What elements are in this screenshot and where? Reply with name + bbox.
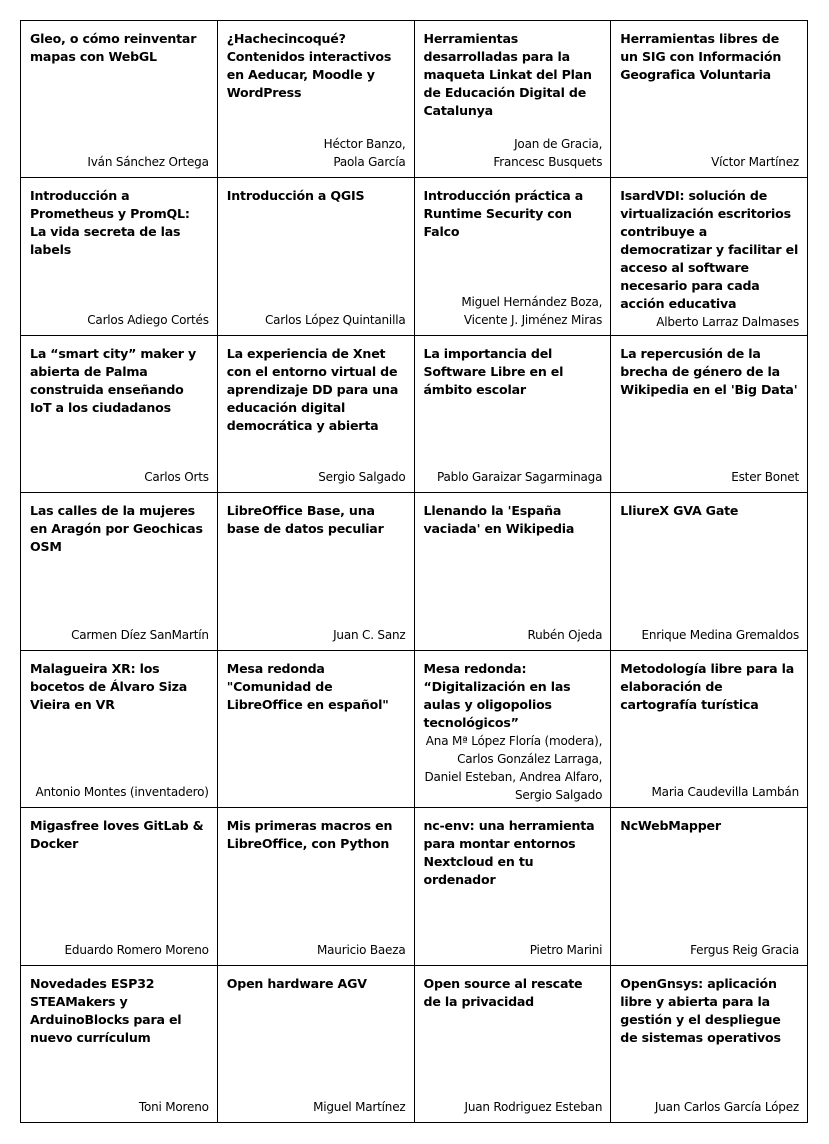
talk-title: Herramientas libres de un SIG con Información Geografica Voluntaria (620, 31, 782, 82)
talk-cell (415, 493, 612, 650)
talk-authors (30, 941, 209, 959)
talk-cell (218, 178, 415, 335)
talk-authors (620, 1098, 799, 1116)
talk-cell (415, 651, 612, 808)
talk-authors (620, 153, 799, 171)
author-line: Víctor Martínez (711, 155, 799, 170)
talk-cell (611, 178, 808, 335)
author-line: Joan de Gracia, (514, 137, 603, 152)
author-line: Paola García (333, 155, 406, 170)
talk-cell (218, 21, 415, 178)
talk-cell (415, 808, 612, 965)
talk-title: Las calles de la mujeres en Aragón por Geochicas OSM (30, 503, 203, 555)
talk-cell (611, 493, 808, 650)
author-line: Alberto Larraz Dalmases (656, 315, 799, 330)
talk-title: Malagueira XR: los bocetos de Álvaro Siza Vieira en VR (30, 660, 188, 712)
author-line: Carlos Orts (144, 470, 209, 485)
author-line: Carlos López Quintanilla (264, 312, 406, 327)
author-line: Ana Mª López Floría (modera), (425, 733, 603, 748)
talk-authors (424, 732, 603, 804)
talk-title: ¿Hachecincoqué? Contenidos interactivos en Aeducar, Moodle y WordPress (226, 31, 392, 100)
talk-cell (21, 178, 218, 335)
talk-cell (415, 966, 612, 1123)
talk-authors (227, 135, 406, 171)
talk-title: Mesa redonda: “Digitalización en las aulas y oligopolios tecnológicos” (423, 660, 571, 730)
talk-title: nc-env: una herramienta para montar entornos Nextcloud en tu ordenador (423, 818, 595, 888)
talk-title: OpenGnsys: aplicación libre y abierta para la gestión y el despliegue de sistemas operativos (620, 975, 781, 1045)
author-line: Sergio Salgado (318, 470, 406, 485)
talk-cell (21, 21, 218, 178)
talk-authors (620, 626, 799, 644)
talk-title: LibreOffice Base, una base de datos peculiar (226, 503, 384, 537)
talk-authors (424, 135, 603, 171)
talk-title: Open hardware AGV (226, 975, 367, 991)
talk-cell (21, 493, 218, 650)
talk-authors (227, 1098, 406, 1116)
author-line: Iván Sánchez Ortega (87, 155, 209, 170)
talk-title: Metodología libre para la elaboración de cartografía turística (620, 660, 795, 712)
talk-title: Novedades ESP32 STEAMakers y ArduinoBlocks para el nuevo currículum (30, 975, 182, 1045)
talk-cell (415, 178, 612, 335)
talk-authors (424, 941, 603, 959)
talk-authors (30, 153, 209, 171)
author-line: Sergio Salgado (514, 787, 603, 802)
author-line: Ester Bonet (731, 470, 799, 485)
talk-cell (218, 651, 415, 808)
author-line: Miguel Hernández Boza, (461, 294, 603, 309)
talk-authors (227, 468, 406, 486)
talk-title: La importancia del Software Libre en el ámbito escolar (423, 345, 564, 397)
talk-cell (415, 336, 612, 493)
author-line: Carmen Díez SanMartín (71, 627, 209, 642)
talk-title: Open source al rescate de la privacidad (423, 975, 583, 1009)
talk-title: La experiencia de Xnet con el entorno virtual de aprendizaje DD para una educación digital democrática y abierta (226, 345, 399, 433)
talk-authors (30, 311, 209, 329)
author-line: Héctor Banzo, (323, 137, 406, 152)
talk-authors (227, 626, 406, 644)
talk-title: IsardVDI: solución de virtualización escritorios contribuye a democratizar y facilitar el acceso al software necesario para cada acción educativa (620, 188, 799, 312)
talk-cell (21, 966, 218, 1123)
talk-authors (30, 626, 209, 644)
author-line: Pietro Marini (529, 942, 603, 957)
talk-title: Herramientas desarrolladas para la maqueta Linkat del Plan de Educación Digital de Catalunya (423, 31, 592, 118)
talk-title: Gleo, o cómo reinventar mapas con WebGL (30, 31, 197, 64)
author-line: Juan Carlos García López (654, 1100, 799, 1114)
author-line: Mauricio Baeza (317, 942, 406, 957)
talk-authors (424, 468, 603, 486)
talk-title: NcWebMapper (620, 818, 721, 834)
talk-title: Llenando la 'España vaciada' en Wikipedia (423, 503, 575, 537)
author-line: Francesc Busquets (493, 155, 603, 170)
talk-authors (620, 783, 799, 801)
author-line: Pablo Garaizar Sagarminaga (437, 470, 603, 485)
talks-grid (20, 20, 808, 1123)
talk-cell (611, 336, 808, 493)
talk-cell (21, 336, 218, 493)
author-line: Carlos González Larraga, (457, 751, 603, 766)
talk-authors (227, 311, 406, 329)
author-line: Miguel Martínez (313, 1100, 406, 1114)
talk-authors (620, 468, 799, 486)
author-line: Eduardo Romero Moreno (64, 942, 209, 957)
author-line: Maria Caudevilla Lambán (651, 785, 799, 800)
talk-title: LliureX GVA Gate (620, 503, 739, 519)
talk-cell (218, 493, 415, 650)
author-line: Toni Moreno (138, 1100, 209, 1114)
talk-cell (21, 808, 218, 965)
talk-authors (30, 783, 209, 801)
talk-title: Migasfree loves GitLab & Docker (30, 818, 204, 852)
talk-authors (620, 941, 799, 959)
talk-cell (218, 808, 415, 965)
talk-authors (30, 468, 209, 486)
author-line: Antonio Montes (inventadero) (35, 785, 209, 800)
talk-title: Mesa redonda "Comunidad de LibreOffice en español" (226, 660, 389, 712)
author-line: Enrique Medina Gremaldos (641, 627, 799, 642)
talk-cell (415, 21, 612, 178)
talk-title: La “smart city” maker y abierta de Palma construida enseñando IoT a los ciudadanos (30, 345, 196, 415)
talk-cell (611, 651, 808, 808)
author-line: Rubén Ojeda (527, 627, 603, 642)
talk-title: La repercusión de la brecha de género de la Wikipedia en el 'Big Data' (620, 345, 798, 397)
author-line: Carlos Adiego Cortés (87, 312, 209, 327)
author-line: Daniel Esteban, Andrea Alfaro, (424, 769, 603, 784)
talk-title: Mis primeras macros en LibreOffice, con Python (226, 818, 393, 852)
talk-cell (218, 966, 415, 1123)
talk-cell (21, 651, 218, 808)
talk-authors (620, 313, 799, 331)
talk-authors (424, 626, 603, 644)
talk-authors (424, 293, 603, 329)
talk-cell (218, 336, 415, 493)
author-line: Juan C. Sanz (333, 627, 406, 642)
talk-authors (30, 1098, 209, 1116)
talk-title: Introducción a Prometheus y PromQL: La vida secreta de las labels (30, 188, 190, 258)
talk-title: Introducción a QGIS (226, 188, 365, 204)
talk-authors (227, 941, 406, 959)
talk-title: Introducción práctica a Runtime Security con Falco (423, 188, 584, 240)
author-line: Fergus Reig Gracia (690, 942, 799, 957)
talk-cell (611, 966, 808, 1123)
author-line: Vicente J. Jiménez Miras (463, 312, 603, 327)
talk-authors (424, 1098, 603, 1116)
author-line: Juan Rodriguez Esteban (464, 1100, 603, 1114)
talk-cell (611, 21, 808, 178)
talk-cell (611, 808, 808, 965)
